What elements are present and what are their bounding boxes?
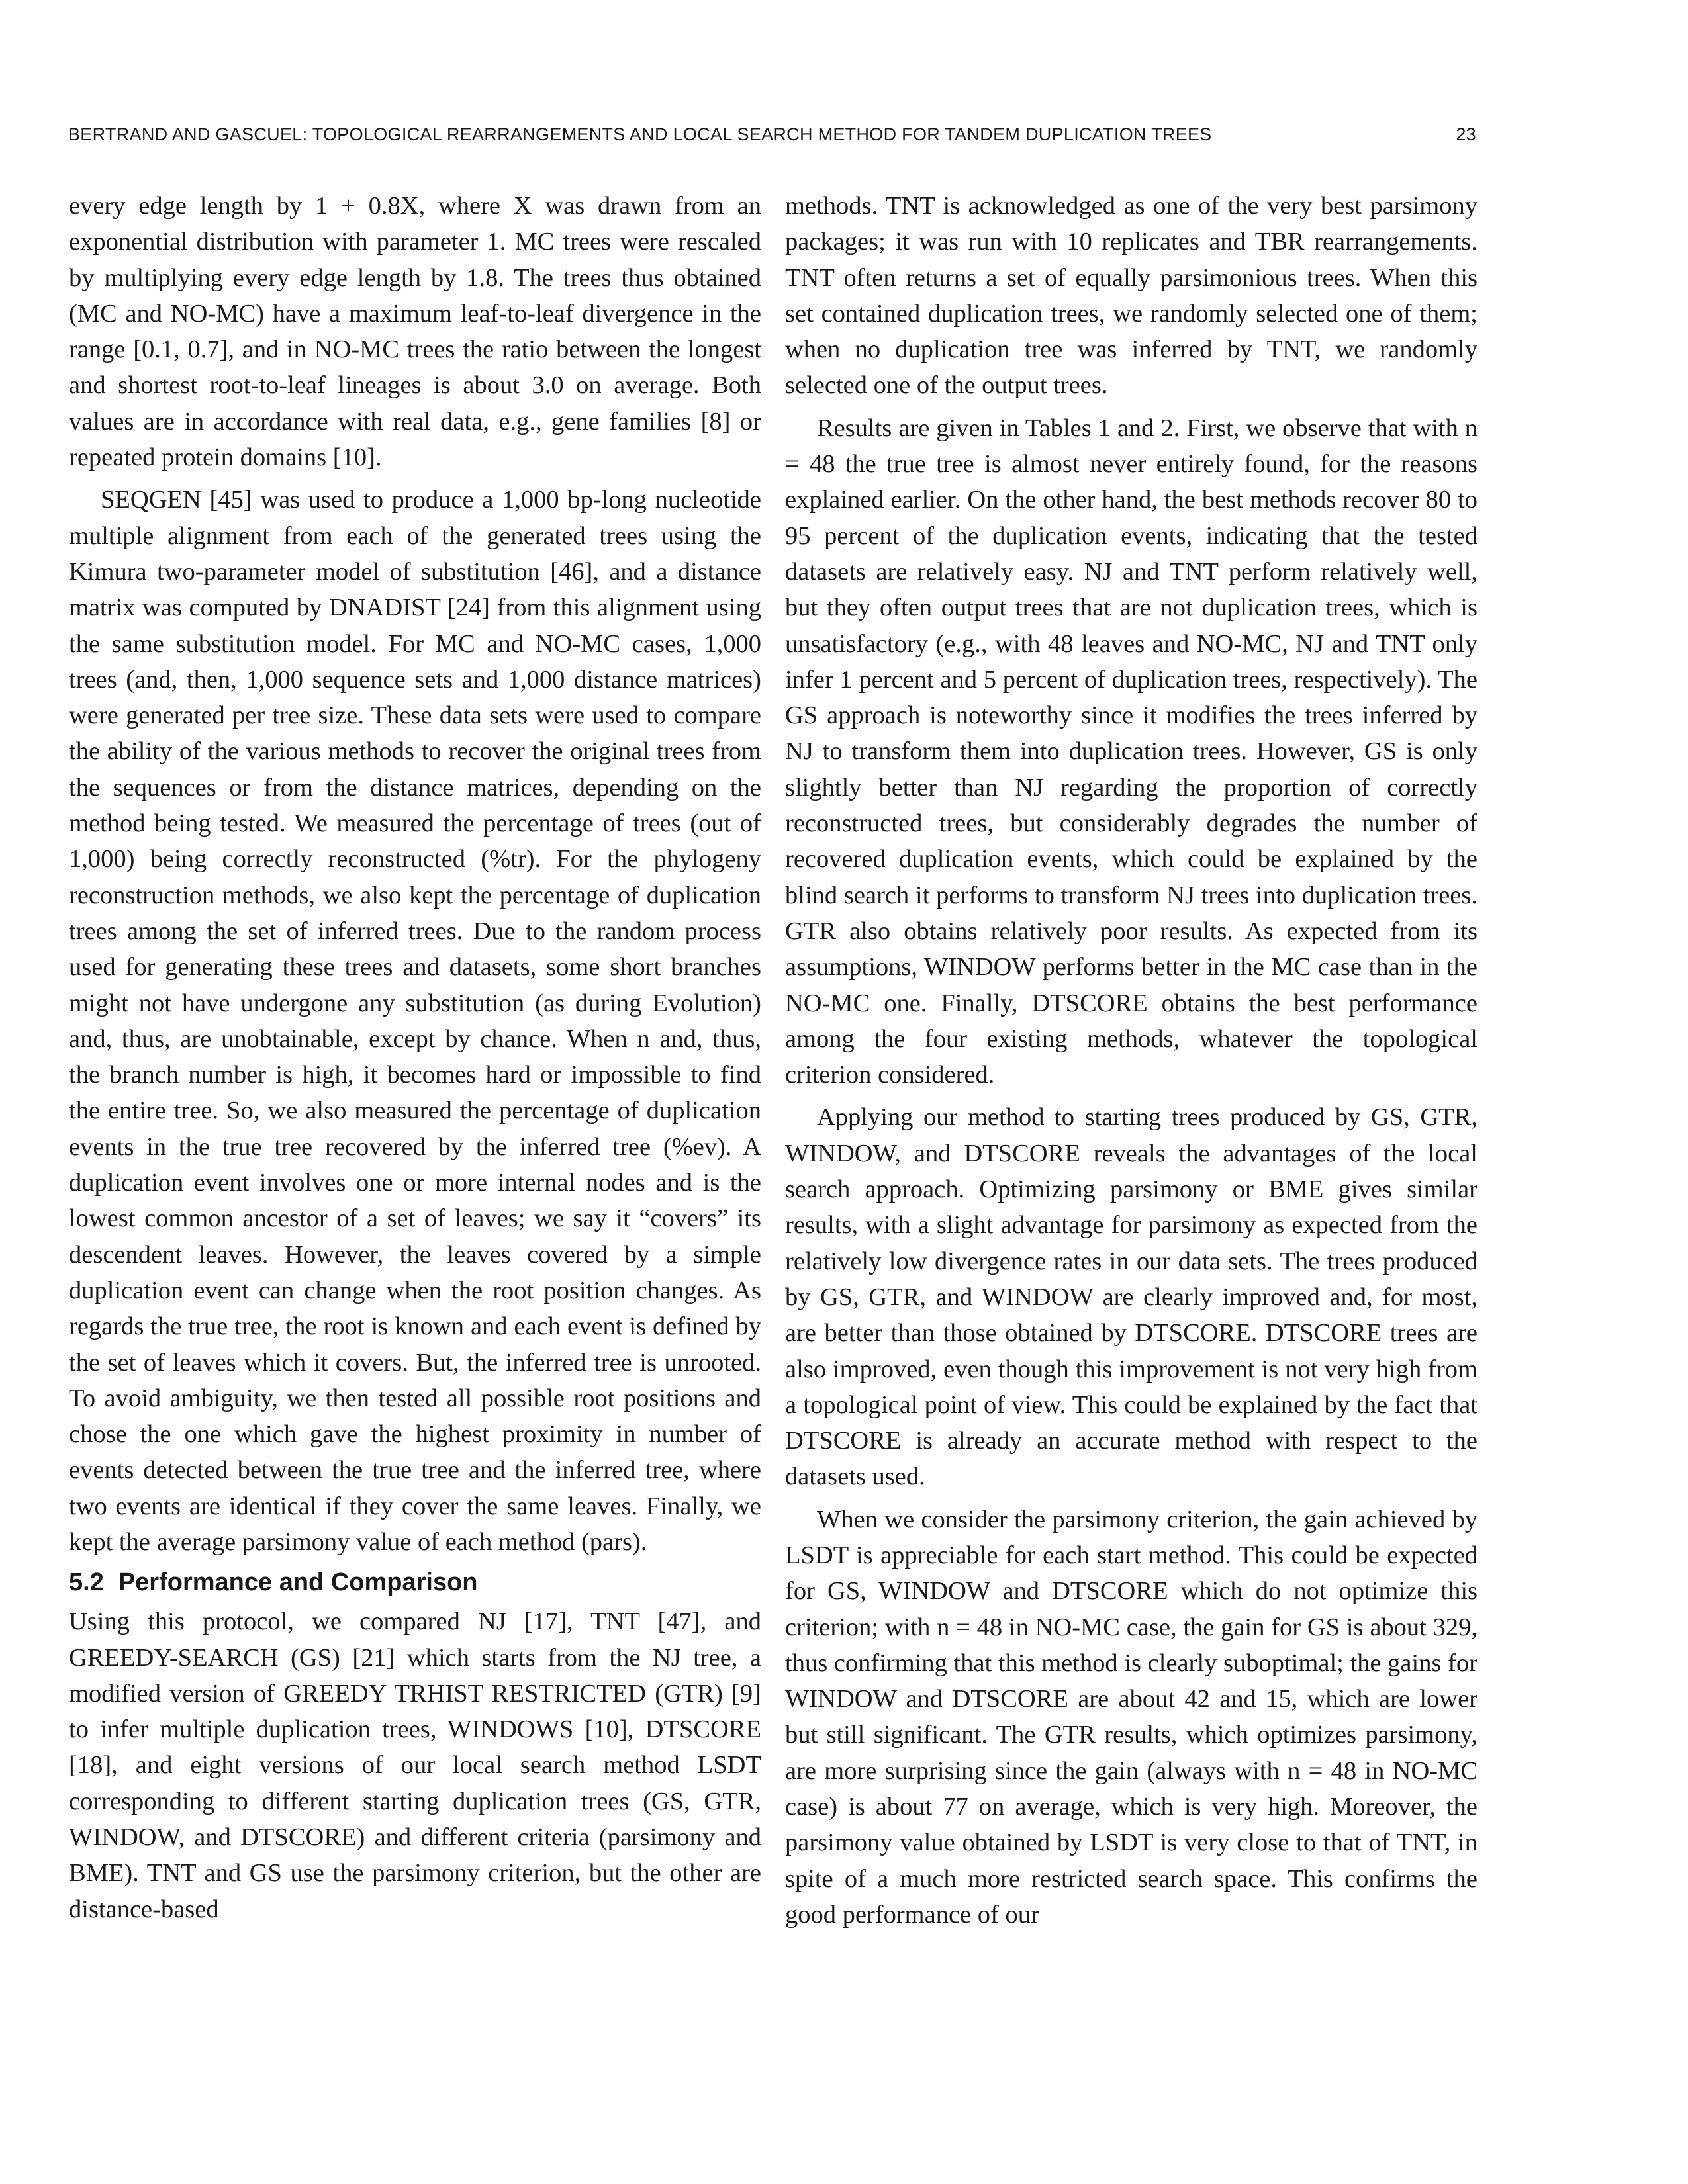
- running-header: [68, 124, 1476, 151]
- paragraph: When we consider the parsimony criterion, the gain achieved by LSDT is appreciable for each start method. This could be expected for GS, WINDOW and DTSCORE which do not optimize this criterion; with n = 48 in NO-MC case, the gain for GS is about 329, thus confirming that this method is clearly suboptimal; the gains for WINDOW and DTSCORE are about 42 and 15, which are lower but still significant. The GTR results, which optimizes parsimony, are more surprising since the gain (always with n = 48 in NO-MC case) is about 77 on average, which is very high. Moreover, the parsimony value obtained by LSDT is very close to that of TNT, in spite of a much more restricted search space. This confirms the good performance of our: [785, 1505, 1477, 1929]
- paragraph: Results are given in Tables 1 and 2. First, we observe that with n = 48 the true tree is almost never entirely found, for the reasons explained earlier. On the other hand, the best methods recover 80 to 95 percent of the duplication events, indicating that the tested datasets are relatively easy. NJ and TNT perform relatively well, but they often output trees that are not duplication trees, which is unsatisfactory (e.g., with 48 leaves and NO-MC, NJ and TNT only infer 1 percent and 5 percent of duplication trees, respectively). The GS approach is noteworthy since it modifies the trees inferred by NJ to transform them into duplication trees. However, GS is only slightly better than NJ regarding the proportion of correctly reconstructed trees, but considerably degrades the number of recovered duplication events, which could be explained by the blind search it performs to transform NJ trees into duplication trees. GTR also obtains relatively poor results. As expected from its assumptions, WINDOW performs better in the MC case than in the NO-MC one. Finally, DTSCORE obtains the best performance among the four existing methods, whatever the topological criterion considered.: [785, 414, 1477, 1089]
- right-column: [785, 188, 1477, 1939]
- running-title: BERTRAND AND GASCUEL: TOPOLOGICAL REARRANGEMENTS AND LOCAL SEARCH METHOD FOR TANDEM DUPLICATION TREES: [68, 124, 1212, 144]
- section-number: 5.2: [69, 1569, 104, 1597]
- page-number: 23: [1456, 124, 1476, 144]
- left-column: [69, 188, 761, 1934]
- paragraph: methods. TNT is acknowledged as one of the very best parsimony packages; it was run with 10 replicates and TBR rearrangements. TNT often returns a set of equally parsimonious trees. When this set contained duplication trees, we randomly selected one of them; when no duplication tree was inferred by TNT, we randomly selected one of the output trees.: [785, 192, 1477, 400]
- section-title: Performance and Comparison: [118, 1569, 478, 1597]
- paragraph: Applying our method to starting trees produced by GS, GTR, WINDOW, and DTSCORE reveals the advantages of the local search approach. Optimizing parsimony or BME gives similar results, with a slight advantage for parsimony as expected from the relatively low divergence rates in our data sets. The trees produced by GS, GTR, and WINDOW are clearly improved and, for most, are better than those obtained by DTSCORE. DTSCORE trees are also improved, even though this improvement is not very high from a topological point of view. This could be explained by the fact that DTSCORE is already an accurate method with respect to the datasets used.: [785, 1103, 1477, 1491]
- paragraph: Using this protocol, we compared NJ [17], TNT [47], and GREEDY-SEARCH (GS) [21] which starts from the NJ tree, a modified version of GREEDY TRHIST RESTRICTED (GTR) [9] to infer multiple duplication trees, WINDOWS [10], DTSCORE [18], and eight versions of our local search method LSDT corresponding to different starting duplication trees (GS, GTR, WINDOW, and DTSCORE) and different criteria (parsimony and BME). TNT and GS use the parsimony criterion, but the other are distance-based: [69, 1608, 761, 1923]
- paragraph: SEQGEN [45] was used to produce a 1,000 bp-long nucleotide multiple alignment from each of the generated trees using the Kimura two-parameter model of substitution [46], and a distance matrix was computed by DNADIST [24] from this alignment using the same substitution model. For MC and NO-MC cases, 1,000 trees (and, then, 1,000 sequence sets and 1,000 distance matrices) were generated per tree size. These data sets were used to compare the ability of the various methods to recover the original trees from the sequences or from the distance matrices, depending on the method being tested. We measured the percentage of trees (out of 1,000) being correctly reconstructed (%tr). For the phylogeny reconstruction methods, we also kept the percentage of duplication trees among the set of inferred trees. Due to the random process used for generating these trees and datasets, some short branches might not have undergone any substitution (as during Evolution) and, thus, are unobtainable, except by chance. When n and, thus, the branch number is high, it becomes hard or impossible to find the entire tree. So, we also measured the percentage of duplication events in the true tree recovered by the inferred tree (%ev). A duplication event involves one or more internal nodes and is the lowest common ancestor of a set of leaves; we say it “covers” its descendent leaves. However, the leaves covered by a simple duplication event can change when the root position changes. As regards the true tree, the root is known and each event is defined by the set of leaves which it covers. But, the inferred tree is unrooted. To avoid ambiguity, we then tested all possible root positions and chose the one which gave the highest proximity in number of events detected between the true tree and the inferred tree, where two events are identical if they cover the same leaves. Finally, we kept the average parsimony value of each method (pars).: [69, 486, 761, 1556]
- paragraph: every edge length by 1 + 0.8X, where X was drawn from an exponential distribution with parameter 1. MC trees were rescaled by multiplying every edge length by 1.8. The trees thus obtained (MC and NO-MC) have a maximum leaf-to-leaf divergence in the range [0.1, 0.7], and in NO-MC trees the ratio between the longest and shortest root-to-leaf lineages is about 3.0 on average. Both values are in accordance with real data, e.g., gene families [8] or repeated protein domains [10].: [69, 192, 761, 472]
- section-heading: [69, 1567, 761, 1598]
